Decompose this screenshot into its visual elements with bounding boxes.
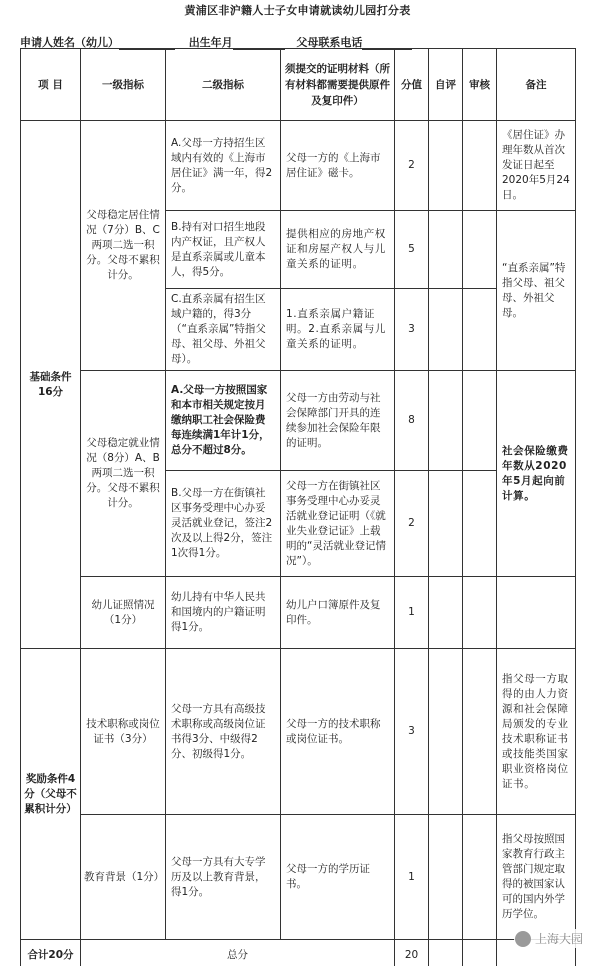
employment-b-level2: B.父母一方在街镇社区事务受理中心办妥灵活就业登记，签注2次及以上得2分，签注1次得1分。 <box>166 471 281 577</box>
employment-b-review-cell[interactable] <box>463 471 497 577</box>
bonus-edu-materials: 父母一方的学历证书。 <box>281 815 395 940</box>
header-remarks: 备注 <box>497 49 576 121</box>
header-level2: 二级指标 <box>166 49 281 121</box>
bonus-edu-level2: 父母一方具有大专学历及以上教育背景，得1分。 <box>166 815 281 940</box>
header-score: 分值 <box>395 49 429 121</box>
header-level1: 一级指标 <box>81 49 166 121</box>
residence-b-level2: B.持有对口招生地段内产权证，且产权人是直系亲属或儿童本人，得5分。 <box>166 211 281 289</box>
employment-b-self-eval-cell[interactable] <box>429 471 463 577</box>
bonus-edu-remarks: 指父母按照国家教育行政主管部门规定取得的被国家认可的国内外学历学位。 <box>497 815 576 940</box>
document-title: 黄浦区非沪籍人士子女申请就读幼儿园打分表 <box>184 4 411 17</box>
residence-a-score: 2 <box>395 121 429 211</box>
residence-c-score: 3 <box>395 289 429 371</box>
watermark-text: 上海大园 <box>534 932 583 946</box>
residence-b-score: 5 <box>395 211 429 289</box>
header-materials: 须提交的证明材料（所有材料都需要提供原件及复印件） <box>281 49 395 121</box>
child-id-self-eval-cell[interactable] <box>429 577 463 649</box>
table-row <box>21 649 576 815</box>
header-item: 项 目 <box>21 49 81 121</box>
child-id-materials: 幼儿户口簿原件及复印件。 <box>281 577 395 649</box>
child-name-label: 申请人姓名（幼儿） <box>20 36 119 49</box>
total-row <box>21 940 576 966</box>
employment-a-review-cell[interactable] <box>463 371 497 471</box>
category-bonus: 奖励条件4分（父母不累积计分） <box>21 649 81 940</box>
wechat-icon <box>515 931 531 947</box>
table-row <box>21 371 576 471</box>
residence-c-self-eval-cell[interactable] <box>429 289 463 371</box>
child-id-level1: 幼儿证照情况（1分） <box>81 577 166 649</box>
residence-a-remarks: 《居住证》办理年数从首次发证日起至2020年5月24日。 <box>497 121 576 211</box>
residence-c-review-cell[interactable] <box>463 289 497 371</box>
bonus-edu-score: 1 <box>395 815 429 940</box>
total-review-cell[interactable] <box>463 940 497 966</box>
header-row <box>21 49 576 121</box>
residence-a-materials: 父母一方的《上海市居住证》磁卡。 <box>281 121 395 211</box>
residence-a-self-eval-cell[interactable] <box>429 121 463 211</box>
residence-c-level2: C.直系亲属有招生区域户籍的，得3分（“直系亲属”特指父母、祖父母、外祖父母）。 <box>166 289 281 371</box>
employment-b-score: 2 <box>395 471 429 577</box>
residence-b-review-cell[interactable] <box>463 211 497 289</box>
employment-a-score: 8 <box>395 371 429 471</box>
score-table <box>20 48 576 966</box>
residence-a-level2: A.父母一方持招生区域内有效的《上海市居住证》满一年，得2分。 <box>166 121 281 211</box>
bonus-title-score: 3 <box>395 649 429 815</box>
bonus-edu-self-eval-cell[interactable] <box>429 815 463 940</box>
bonus-edu-review-cell[interactable] <box>463 815 497 940</box>
bonus-title-remarks: 指父母一方取得的由人力资源和社会保障局颁发的专业技术职称证书或技能类国家职业资格岗位证书。 <box>497 649 576 815</box>
total-score-label: 总分 <box>81 940 395 966</box>
employment-level1: 父母稳定就业情况（8分）A、B两项二选一积分。父母不累积计分。 <box>81 371 166 577</box>
employment-a-level2: A.父母一方按照国家和本市相关规定按月缴纳职工社会保险费每连续满1年计1分，总分不超过8分。 <box>166 371 281 471</box>
employment-remarks: 社会保险缴费年数从2020年5月起向前计算。 <box>497 371 576 577</box>
table-row <box>21 577 576 649</box>
employment-a-self-eval-cell[interactable] <box>429 371 463 471</box>
bonus-title-level1: 技术职称或岗位证书（3分） <box>81 649 166 815</box>
bonus-title-level2: 父母一方具有高级技术职称或高级岗位证书得3分、中级得2分、初级得1分。 <box>166 649 281 815</box>
bonus-title-self-eval-cell[interactable] <box>429 649 463 815</box>
table-row <box>21 815 576 940</box>
bonus-edu-level1: 教育背景（1分） <box>81 815 166 940</box>
child-id-review-cell[interactable] <box>463 577 497 649</box>
residence-level1: 父母稳定居住情况（7分）B、C两项二选一积分。父母不累积计分。 <box>81 121 166 371</box>
total-self-eval-cell[interactable] <box>429 940 463 966</box>
employment-a-materials: 父母一方由劳动与社会保障部门开具的连续参加社会保险年限的证明。 <box>281 371 395 471</box>
phone-label: 父母联系电话 <box>296 36 363 49</box>
birth-label: 出生年月 <box>188 36 233 49</box>
residence-a-review-cell[interactable] <box>463 121 497 211</box>
total-score: 20 <box>395 940 429 966</box>
header-self-eval: 自评 <box>429 49 463 121</box>
bonus-title-materials: 父母一方的技术职称或岗位证书。 <box>281 649 395 815</box>
bonus-title-review-cell[interactable] <box>463 649 497 815</box>
category-basic: 基础条件16分 <box>21 121 81 649</box>
residence-b-self-eval-cell[interactable] <box>429 211 463 289</box>
table-row <box>21 121 576 211</box>
header-review: 审核 <box>463 49 497 121</box>
watermark <box>514 929 587 948</box>
total-label: 合计20分 <box>21 940 81 966</box>
residence-b-materials: 提供相应的房地产权证和房屋产权人与儿童关系的证明。 <box>281 211 395 289</box>
child-id-score: 1 <box>395 577 429 649</box>
child-id-remarks-cell <box>497 577 576 649</box>
employment-b-materials: 父母一方在街镇社区事务受理中心办妥灵活就业登记证明（《就业失业登记证》上载明的“灵活就业登记情况”）。 <box>281 471 395 577</box>
child-id-level2: 幼儿持有中华人民共和国境内的户籍证明得1分。 <box>166 577 281 649</box>
residence-bc-remarks: “直系亲属”特指父母、祖父母、外祖父母。 <box>497 211 576 371</box>
residence-c-materials: 1.直系亲属户籍证明。2.直系亲属与儿童关系的证明。 <box>281 289 395 371</box>
